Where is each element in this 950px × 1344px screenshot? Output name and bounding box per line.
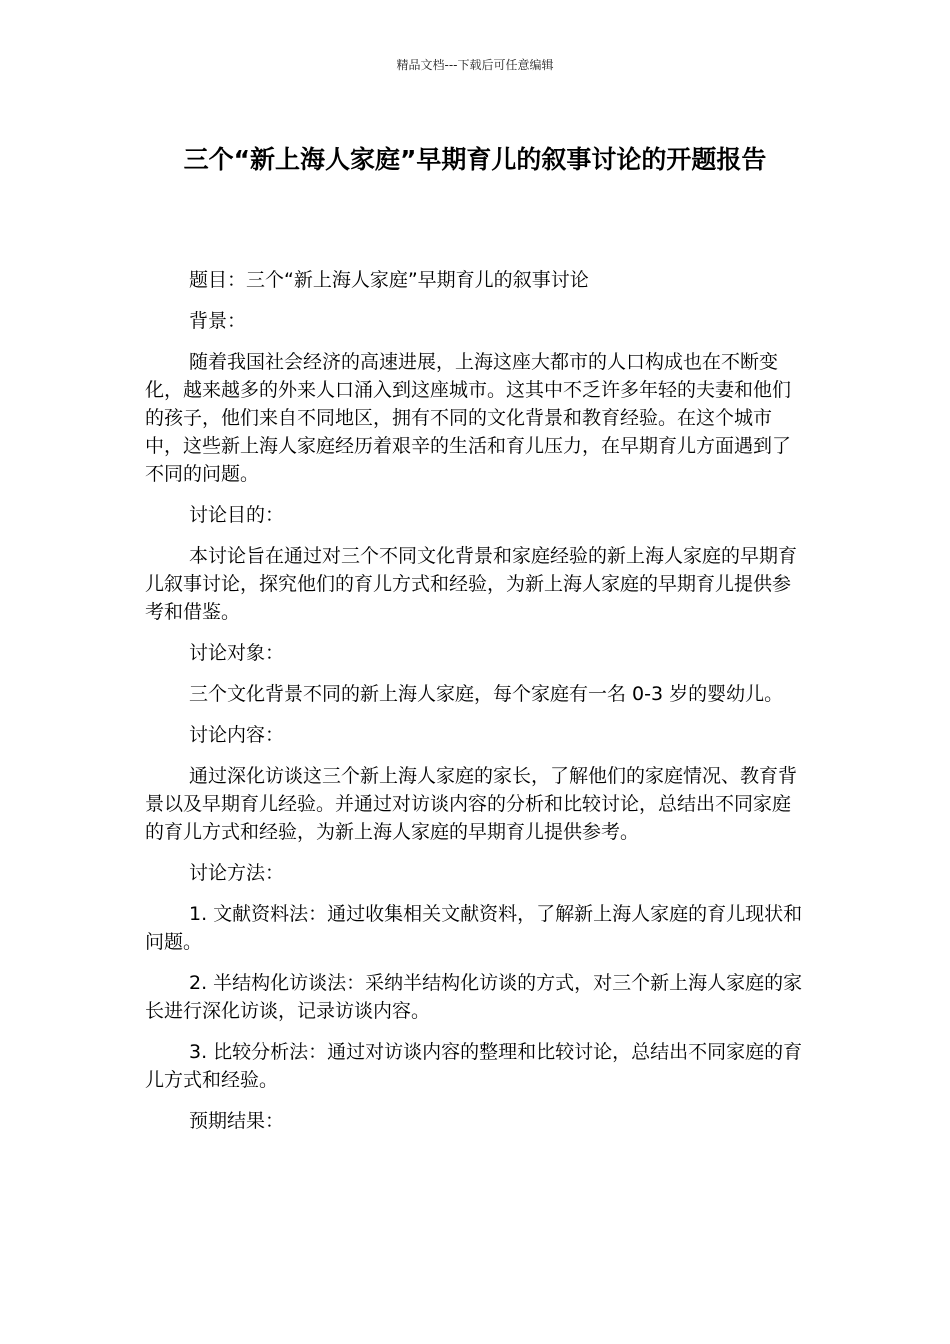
paragraph-background: 随着我国社会经济的高速进展，上海这座大都市的人口构成也在不断变化，越来越多的外来人口涌入到这座城市。这其中不乏许多年轻的夫妻和他们的孩子，他们来自不同地区，拥有不同的文化背景和教育经验。在这个城市中，这些新上海人家庭经历着艰辛的生活和育儿压力，在早期育儿方面遇到了不同的问题。 xyxy=(145,351,792,485)
method-item-literature: 1. 文献资料法：通过收集相关文献资料，了解新上海人家庭的育儿现状和问题。 xyxy=(145,903,803,953)
method-item-comparison: 3. 比较分析法：通过对访谈内容的整理和比较讨论，总结出不同家庭的育儿方式和经验。 xyxy=(145,1041,803,1091)
paragraph-content: 通过深化访谈这三个新上海人家庭的家长，了解他们的家庭情况、教育背景以及早期育儿经验。并通过对访谈内容的分析和比较讨论，总结出不同家庭的育儿方式和经验，为新上海人家庭的早期育儿提供参考。 xyxy=(145,765,798,843)
paragraph-purpose: 本讨论旨在通过对三个不同文化背景和家庭经验的新上海人家庭的早期育儿叙事讨论，探究他们的育儿方式和经验，为新上海人家庭的早期育儿提供参考和借鉴。 xyxy=(145,545,798,623)
heading-background: 背景： xyxy=(189,310,247,332)
paragraph-subjects: 三个文化背景不同的新上海人家庭，每个家庭有一名 0-3 岁的婴幼儿。 xyxy=(189,683,784,705)
header-note: 精品文档---下载后可任意编辑 xyxy=(396,58,554,72)
document-body xyxy=(145,266,805,1148)
heading-purpose: 讨论目的： xyxy=(189,504,285,526)
heading-methods: 讨论方法： xyxy=(189,862,285,884)
paragraph-topic: 题目：三个“新上海人家庭”早期育儿的叙事讨论 xyxy=(189,269,589,291)
document-title: 三个“新上海人家庭”早期育儿的叙事讨论的开题报告 xyxy=(183,145,767,174)
heading-expected-results: 预期结果： xyxy=(189,1110,285,1132)
heading-content: 讨论内容： xyxy=(189,724,285,746)
method-item-interview: 2. 半结构化访谈法：采纳半结构化访谈的方式，对三个新上海人家庭的家长进行深化访谈，记录访谈内容。 xyxy=(145,972,803,1022)
heading-subjects: 讨论对象： xyxy=(189,642,285,664)
